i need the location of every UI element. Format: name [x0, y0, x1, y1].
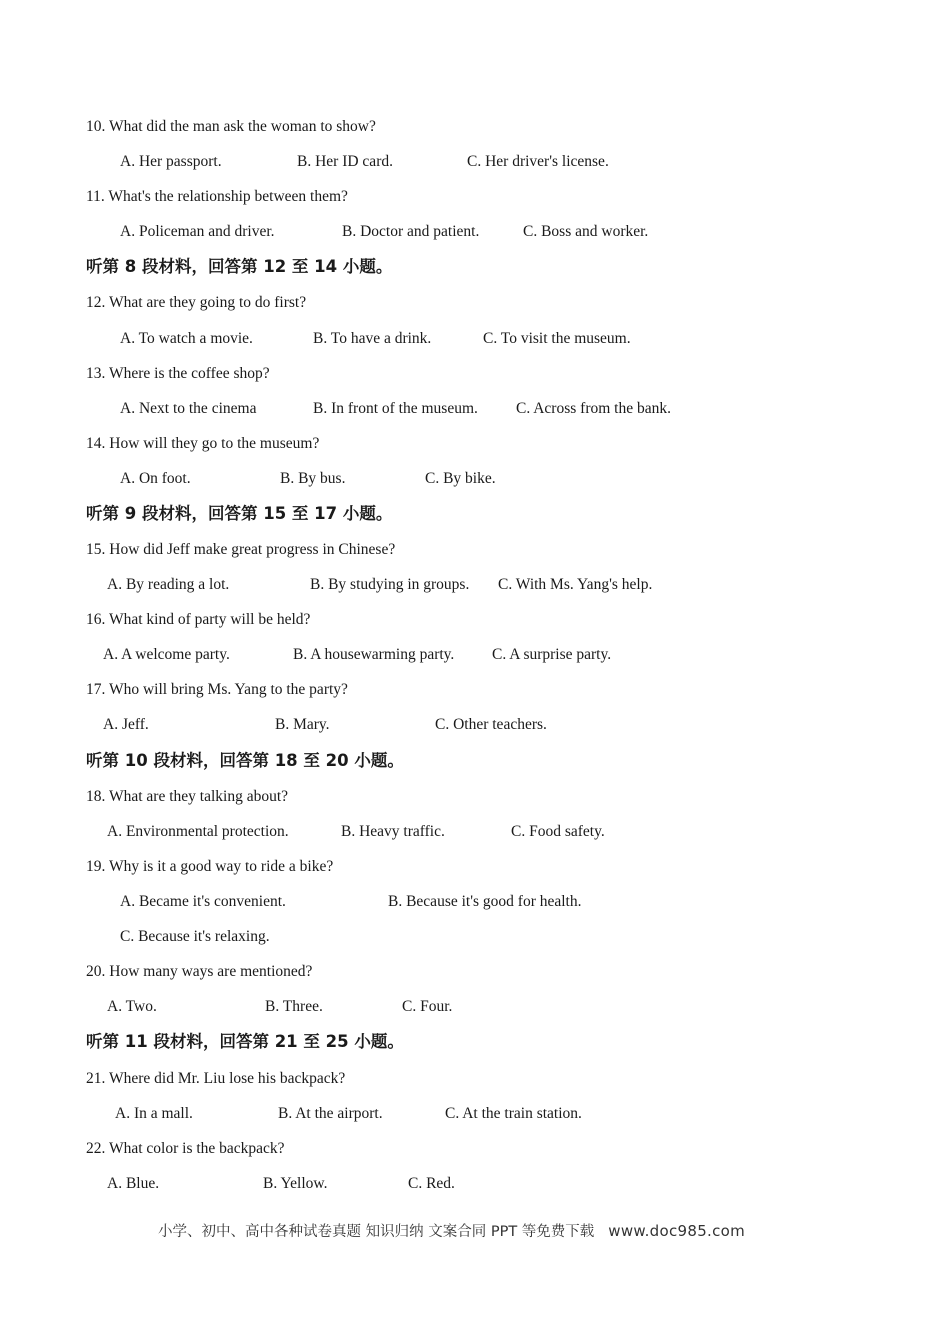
option-10-c: C. Her driver's license. [467, 153, 609, 170]
option-13-a: A. Next to the cinema [120, 400, 257, 417]
question-11: 11. What's the relationship between them? [86, 188, 348, 205]
question-14: 14. How will they go to the museum? [86, 435, 320, 452]
option-18-b: B. Heavy traffic. [341, 823, 445, 840]
option-13-c: C. Across from the bank. [516, 400, 671, 417]
option-22-b: B. Yellow. [263, 1175, 328, 1192]
section-heading-10: 听第 10 段材料，回答第 18 至 20 小题。 [86, 751, 404, 770]
page-footer [158, 1220, 745, 1241]
option-17-b: B. Mary. [275, 716, 330, 733]
option-20-b: B. Three. [265, 998, 323, 1015]
option-18-c: C. Food safety. [511, 823, 605, 840]
question-16: 16. What kind of party will be held? [86, 611, 311, 628]
question-21: 21. Where did Mr. Liu lose his backpack? [86, 1070, 346, 1087]
option-22-a: A. Blue. [107, 1175, 160, 1192]
option-13-b: B. In front of the museum. [313, 400, 478, 417]
question-19: 19. Why is it a good way to ride a bike? [86, 858, 334, 875]
option-20-c: C. Four. [402, 998, 453, 1015]
option-10-b: B. Her ID card. [297, 153, 393, 170]
option-21-c: C. At the train station. [445, 1105, 582, 1122]
option-21-b: B. At the airport. [278, 1105, 383, 1122]
question-18: 18. What are they talking about? [86, 788, 289, 805]
section-heading-9: 听第 9 段材料，回答第 15 至 17 小题。 [86, 504, 393, 523]
option-16-a: A. A welcome party. [103, 646, 230, 663]
option-15-b: B. By studying in groups. [310, 576, 470, 593]
question-22: 22. What color is the backpack? [86, 1140, 285, 1157]
option-15-a: A. By reading a lot. [107, 576, 230, 593]
option-10-a: A. Her passport. [120, 153, 222, 170]
option-14-b: B. By bus. [280, 470, 346, 487]
option-16-b: B. A housewarming party. [293, 646, 455, 663]
option-14-a: A. On foot. [120, 470, 191, 487]
question-17: 17. Who will bring Ms. Yang to the party? [86, 681, 348, 698]
question-15: 15. How did Jeff make great progress in Chinese? [86, 541, 396, 558]
option-11-c: C. Boss and worker. [523, 223, 649, 240]
option-14-c: C. By bike. [425, 470, 496, 487]
option-17-c: C. Other teachers. [435, 716, 547, 733]
option-16-c: C. A surprise party. [492, 646, 612, 663]
option-17-a: A. Jeff. [103, 716, 149, 733]
option-11-b: B. Doctor and patient. [342, 223, 480, 240]
option-11-a: A. Policeman and driver. [120, 223, 275, 240]
option-19-c: C. Because it's relaxing. [120, 928, 270, 945]
section-heading-8: 听第 8 段材料，回答第 12 至 14 小题。 [86, 257, 393, 276]
question-20: 20. How many ways are mentioned? [86, 963, 313, 980]
option-15-c: C. With Ms. Yang's help. [498, 576, 653, 593]
option-19-a: A. Became it's convenient. [120, 893, 286, 910]
option-22-c: C. Red. [408, 1175, 455, 1192]
option-20-a: A. Two. [107, 998, 157, 1015]
footer-text: 小学、初中、高中各种试卷真题 知识归纳 文案合同 PPT 等免费下载 [158, 1224, 595, 1240]
section-heading-11: 听第 11 段材料，回答第 21 至 25 小题。 [86, 1032, 404, 1051]
option-12-c: C. To visit the museum. [483, 330, 631, 347]
question-13: 13. Where is the coffee shop? [86, 365, 270, 382]
option-12-b: B. To have a drink. [313, 330, 432, 347]
option-19-b: B. Because it's good for health. [388, 893, 582, 910]
question-10: 10. What did the man ask the woman to show? [86, 118, 376, 135]
question-12: 12. What are they going to do first? [86, 294, 307, 311]
footer-url-link[interactable]: www.doc985.com [608, 1222, 746, 1240]
option-21-a: A. In a mall. [115, 1105, 193, 1122]
option-18-a: A. Environmental protection. [107, 823, 289, 840]
option-12-a: A. To watch a movie. [120, 330, 253, 347]
